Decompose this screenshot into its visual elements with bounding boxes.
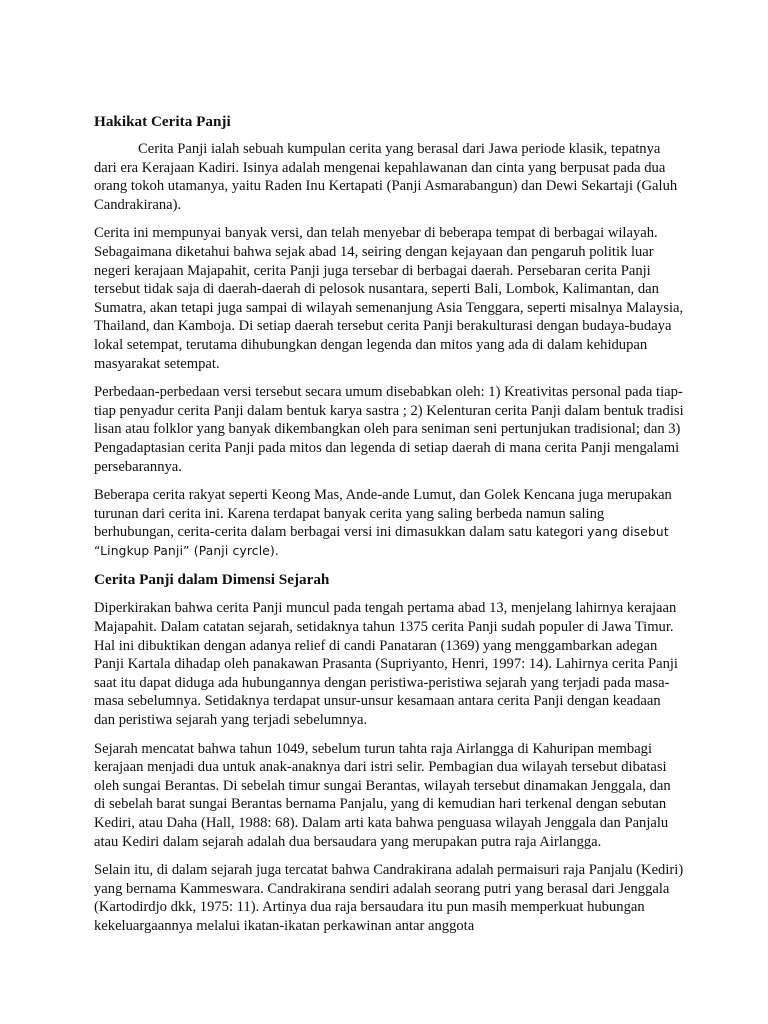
paragraph-candrakirana: Selain itu, di dalam sejarah juga tercatat bahwa Candrakirana adalah permaisuri raja Panjalu (Kediri) yang bernama Kammeswara. Candrakirana sendiri adalah seorang putri yang berasal dari Jenggala (Kartodirdjo dkk, 1975: 11). Artinya dua raja bersaudara itu pun masih memperkuat hubungan kekeluargaannya melalui ikatan-ikatan perkawinan antar anggota xyxy=(94,862,684,934)
paragraph-origin: Diperkirakan bahwa cerita Panji muncul pada tengah pertama abad 13, menjelang lahirnya kerajaan Majapahit. Dalam catatan sejarah, setidaknya tahun 1375 cerita Panji sudah populer di Jawa Timur. Hal ini dibuktikan dengan adanya relief di candi Panataran (1369) yang menggambarkan adegan Panji Kartala dihadap oleh panakawan Prasanta (Supriyanto, Henri, 1997: 14). Lahirnya cerita Panji saat itu dapat diduga ada hubungannya dengan peristiwa-peristiwa sejarah yang terjadi pada masa-masa sebelumnya. Setidaknya terdapat unsur-unsur kesamaan antara cerita Panji dengan keadaan dan peristiwa sejarah yang terjadi sebelumnya. xyxy=(94,600,678,729)
paragraph-folk-stories-tail: yang disebut “Lingkup Panji” (Panji cyrcle). xyxy=(94,525,669,558)
paragraph-differences: Perbedaan-perbedaan versi tersebut secara umum disebabkan oleh: 1) Kreativitas personal pada tiap-tiap penyadur cerita Panji dalam bentuk karya sastra ; 2) Kelenturan cerita Panji dalam bentuk tradisi lisan atau folklor yang banyak dikembangkan oleh para seniman seni pertunjukan tradisional; dan 3) Pengadaptasian cerita Panji pada mitos dan legenda di setiap daerah di mana cerita Panji mengalami persebarannya. xyxy=(94,384,684,475)
paragraph-folk-stories xyxy=(94,486,684,560)
section-title-hakikat: Hakikat Cerita Panji xyxy=(94,113,231,130)
paragraph-airlangga: Sejarah mencatat bahwa tahun 1049, sebelum turun tahta raja Airlangga di Kahuripan membagi kerajaan menjadi dua untuk anak-anaknya dari istri selir. Pembagian dua wilayah tersebut dibatasi oleh sungai Berantas. Di sebelah timur sungai Berantas, wilayah tersebut dinamakan Jenggala, dan di sebelah barat sungai Berantas bernama Panjalu, yang di kemudian hari terkenal dengan sebutan Kediri, atau Daha (Hall, 1988: 68). Dalam arti kata bahwa penguasa wilayah Jenggala dan Panjalu atau Kediri dalam sejarah adalah dua bersaudara yang merupakan putra raja Airlangga. xyxy=(94,740,671,850)
document-page xyxy=(94,112,684,946)
paragraph-versions: Cerita ini mempunyai banyak versi, dan telah menyebar di beberapa tempat di berbagai wilayah. Sebagaimana diketahui bahwa sejak abad 14, seiring dengan kejayaan dan pengaruh politik luar negeri kerajaan Majapahit, cerita Panji juga tersebar di berbagai daerah. Persebaran cerita Panji tersebut tidak saja di daerah-daerah di pelosok nusantara, seperti Bali, Lombok, Kalimantan, dan Sumatra, akan tetapi juga sampai di wilayah semenanjung Asia Tenggara, seperti misalnya Malaysia, Thailand, dan Kamboja. Di setiap daerah tersebut cerita Panji berakulturasi dengan budaya-budaya lokal setempat, terutama dihubungkan dengan legenda dan mitos yang ada di dalam kehidupan masyarakat setempat. xyxy=(94,225,684,372)
section-title-sejarah: Cerita Panji dalam Dimensi Sejarah xyxy=(94,571,330,589)
paragraph-intro xyxy=(94,140,684,214)
paragraph-folk-stories-main: Beberapa cerita rakyat seperti Keong Mas, Ande-ande Lumut, dan Golek Kencana juga merupakan turunan dari cerita ini. Karena terdapat banyak cerita yang saling berbeda namun saling berhubungan, cerita-cerita dalam berbagai versi ini dimasukkan dalam satu kategori xyxy=(94,487,672,541)
paragraph-intro-text: Cerita Panji ialah sebuah kumpulan cerita yang berasal dari Jawa periode klasik, tepatnya dari era Kerajaan Kadiri. Isinya adalah mengenai kepahlawanan dan cinta yang berpusat pada dua orang tokoh utamanya, yaitu Raden Inu Kertapati (Panji Asmarabangun) dan Dewi Sekartaji (Galuh Candrakirana). xyxy=(94,141,678,213)
